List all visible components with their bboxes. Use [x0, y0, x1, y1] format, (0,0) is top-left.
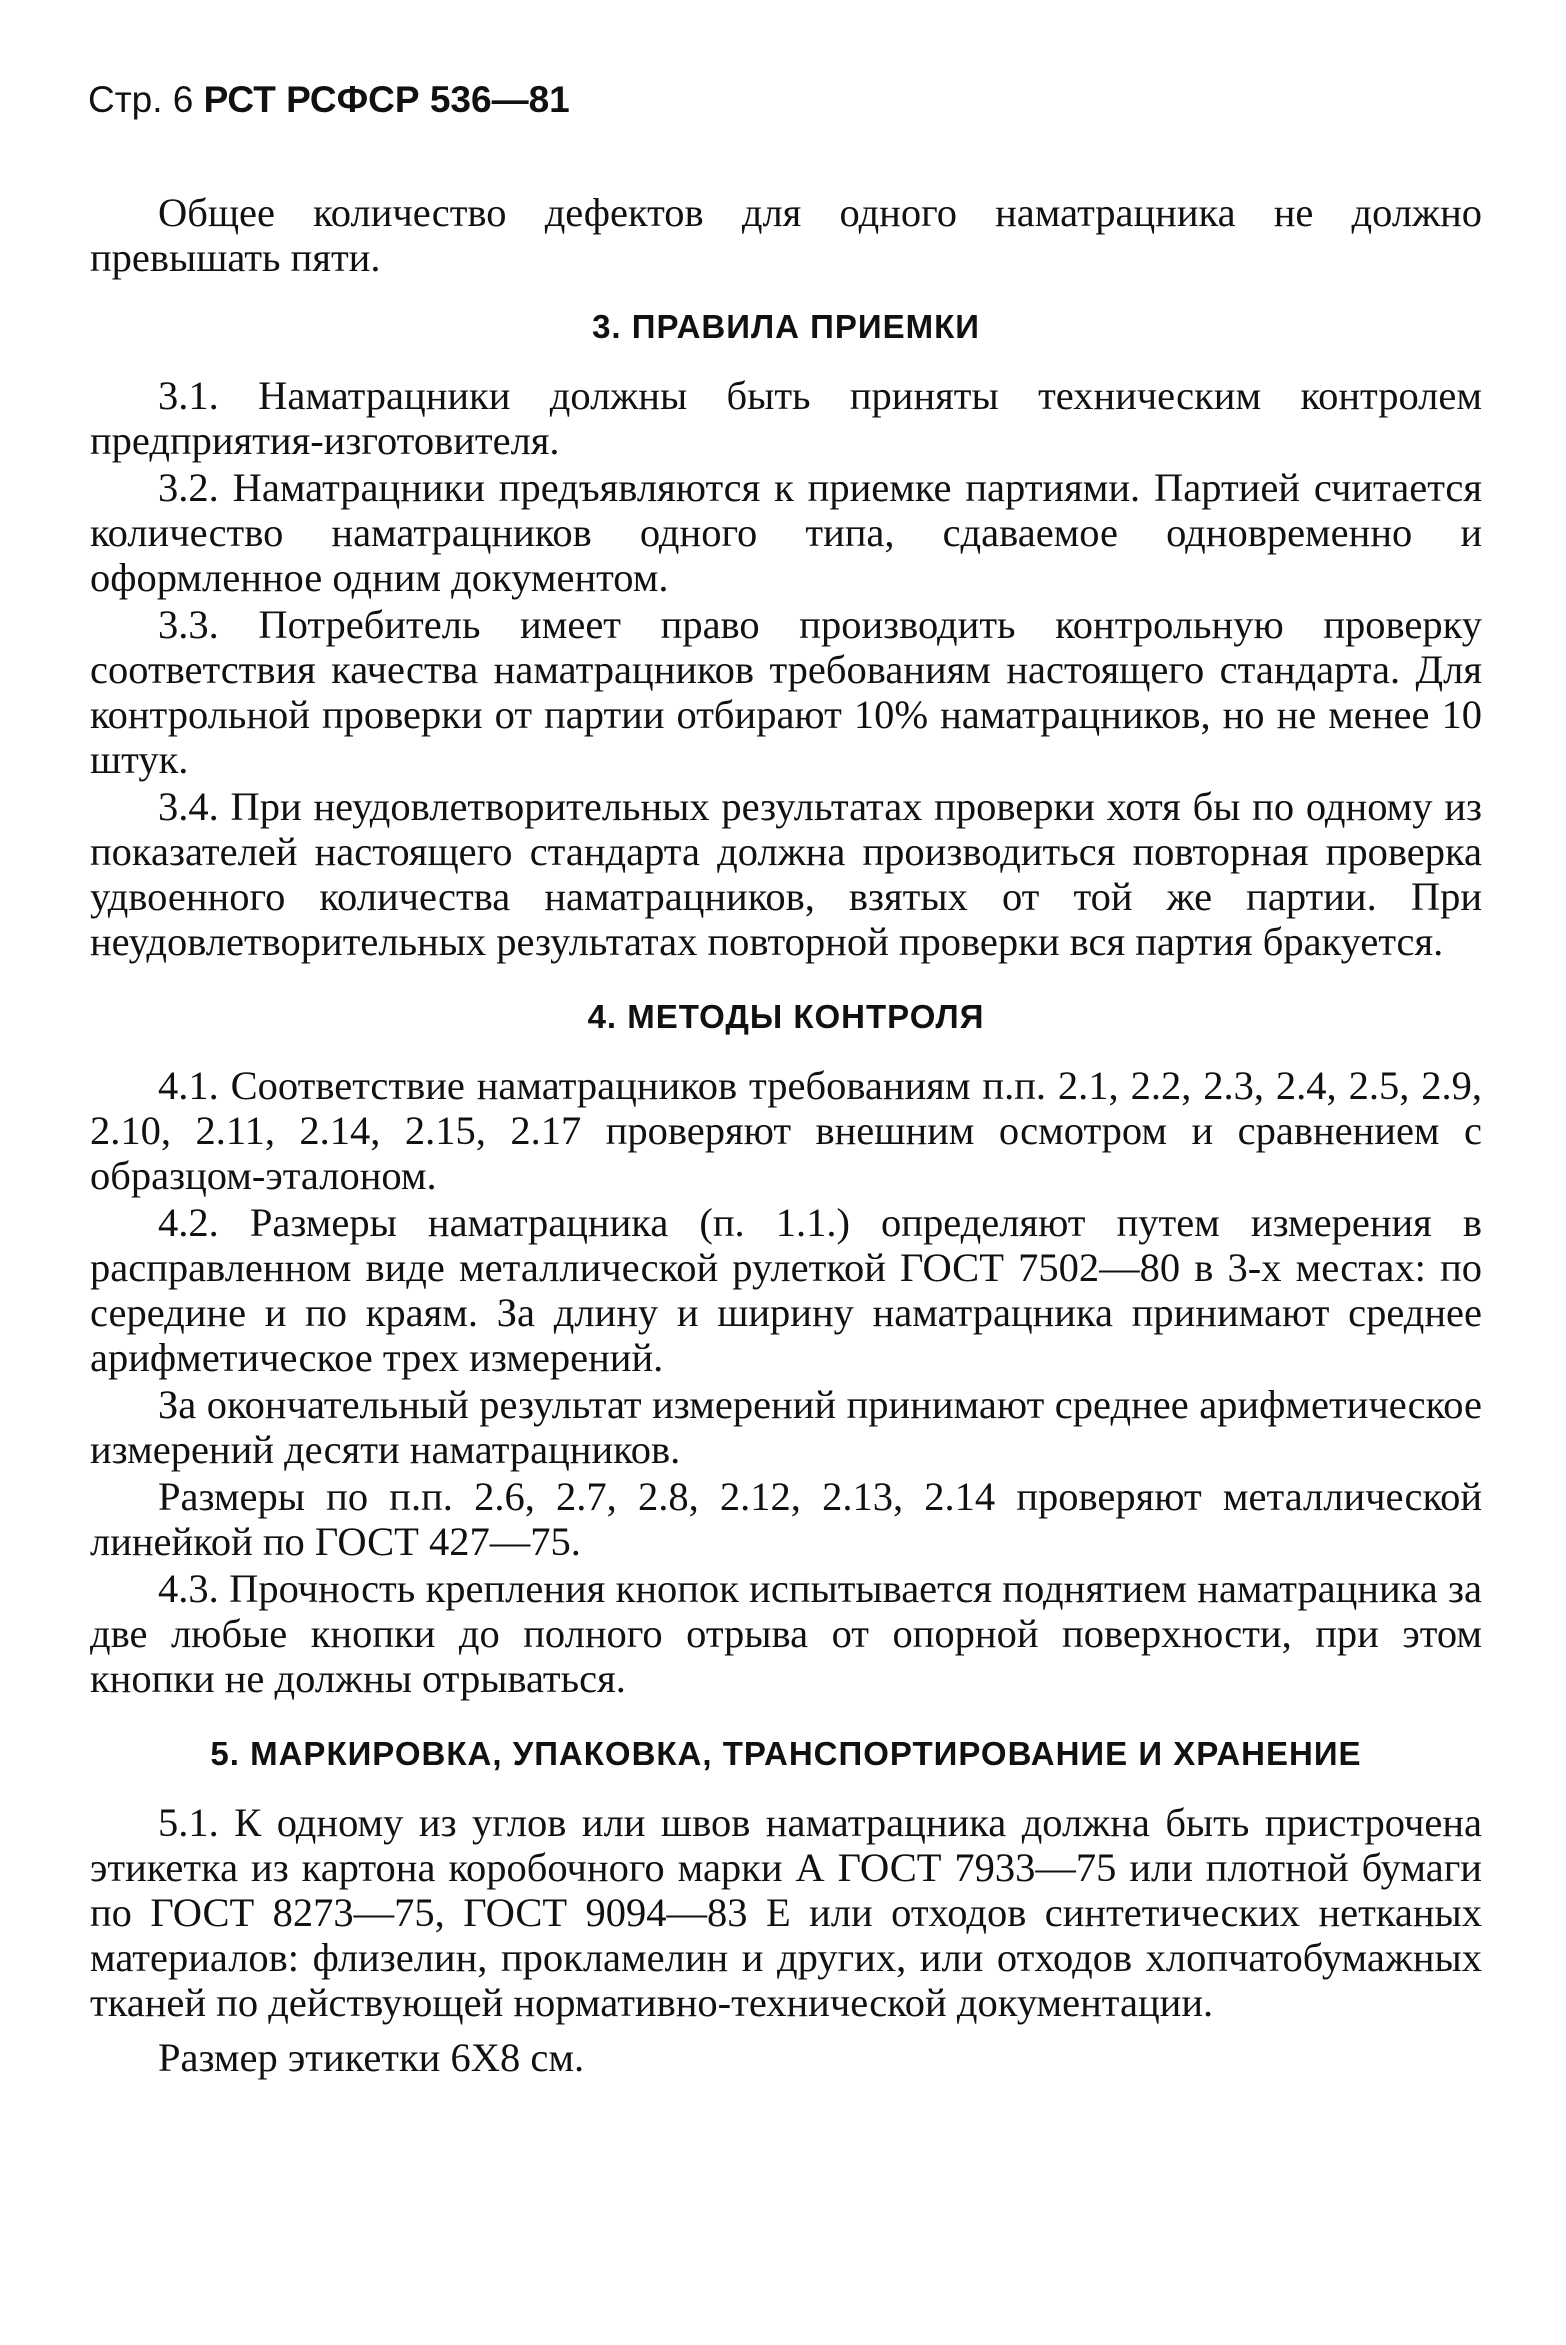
clause-4-2-dimensions: Размеры по п.п. 2.6, 2.7, 2.8, 2.12, 2.13, 2.14 проверяют металлической линейкой по ГОСТ 427—75. [90, 1474, 1482, 1564]
clause-3-4: 3.4. При неудовлетворительных результатах проверки хотя бы по одному из показателей настоящего стандарта должна производиться повторная проверка удвоенного количества наматрацников, взятых от той же партии. При неудовлетворительных результатах повторной проверки вся партия бракуется. [90, 784, 1482, 964]
intro-paragraph: Общее количество дефектов для одного наматрацника не должно превышать пяти. [90, 190, 1482, 280]
section-heading-control-methods: 4. МЕТОДЫ КОНТРОЛЯ [587, 998, 985, 1035]
clause-4-1: 4.1. Соответствие наматрацников требованиям п.п. 2.1, 2.2, 2.3, 2.4, 2.5, 2.9, 2.10, 2.11, 2.14, 2.15, 2.17 проверяют внешним осмотром и сравнением с образцом-эталоном. [90, 1063, 1482, 1198]
page-number: Стр. 6 [88, 79, 194, 120]
clause-4-3: 4.3. Прочность крепления кнопок испытывается поднятием наматрацника за две любые кнопки до полного отрыва от опорной поверхности, при этом кнопки не должны отрываться. [90, 1566, 1482, 1701]
running-head [88, 78, 570, 122]
document-body [90, 190, 1482, 2080]
section-heading-acceptance: 3. ПРАВИЛА ПРИЕМКИ [592, 308, 980, 345]
clause-4-2: 4.2. Размеры наматрацника (п. 1.1.) определяют путем измерения в расправленном виде металлической рулеткой ГОСТ 7502—80 в 3-х местах: по середине и по краям. За длину и ширину наматрацника принимают среднее арифметическое трех измерений. [90, 1200, 1482, 1380]
clause-5-1: 5.1. К одному из углов или швов наматрацника должна быть пристрочена этикетка из картона коробочного марки А ГОСТ 7933—75 или плотной бумаги по ГОСТ 8273—75, ГОСТ 9094—83 Е или отходов синтетических нетканых материалов: флизелин, прокламелин и других, или отходов хлопчатобумажных тканей по действующей нормативно-технической документации. [90, 1800, 1482, 2025]
clause-3-2: 3.2. Наматрацники предъявляются к приемке партиями. Партией считается количество наматрацников одного типа, сдаваемое одновременно и оформленное одним документом. [90, 465, 1482, 600]
clause-3-3: 3.3. Потребитель имеет право производить контрольную проверку соответствия качества наматрацников требованиям настоящего стандарта. Для контрольной проверки от партии отбирают 10% наматрацников, но не менее 10 штук. [90, 602, 1482, 782]
standard-designation: РСТ РСФСР 536—81 [203, 79, 570, 120]
label-size: Размер этикетки 6Х8 см. [158, 2035, 585, 2080]
section-heading-marking-packing: 5. МАРКИРОВКА, УПАКОВКА, ТРАНСПОРТИРОВАНИЕ И ХРАНЕНИЕ [210, 1735, 1362, 1772]
clause-4-2-result: За окончательный результат измерений принимают среднее арифметическое измерений десяти наматрацников. [90, 1382, 1482, 1472]
clause-3-1: 3.1. Наматрацники должны быть приняты техническим контролем предприятия-изготовителя. [90, 373, 1482, 463]
